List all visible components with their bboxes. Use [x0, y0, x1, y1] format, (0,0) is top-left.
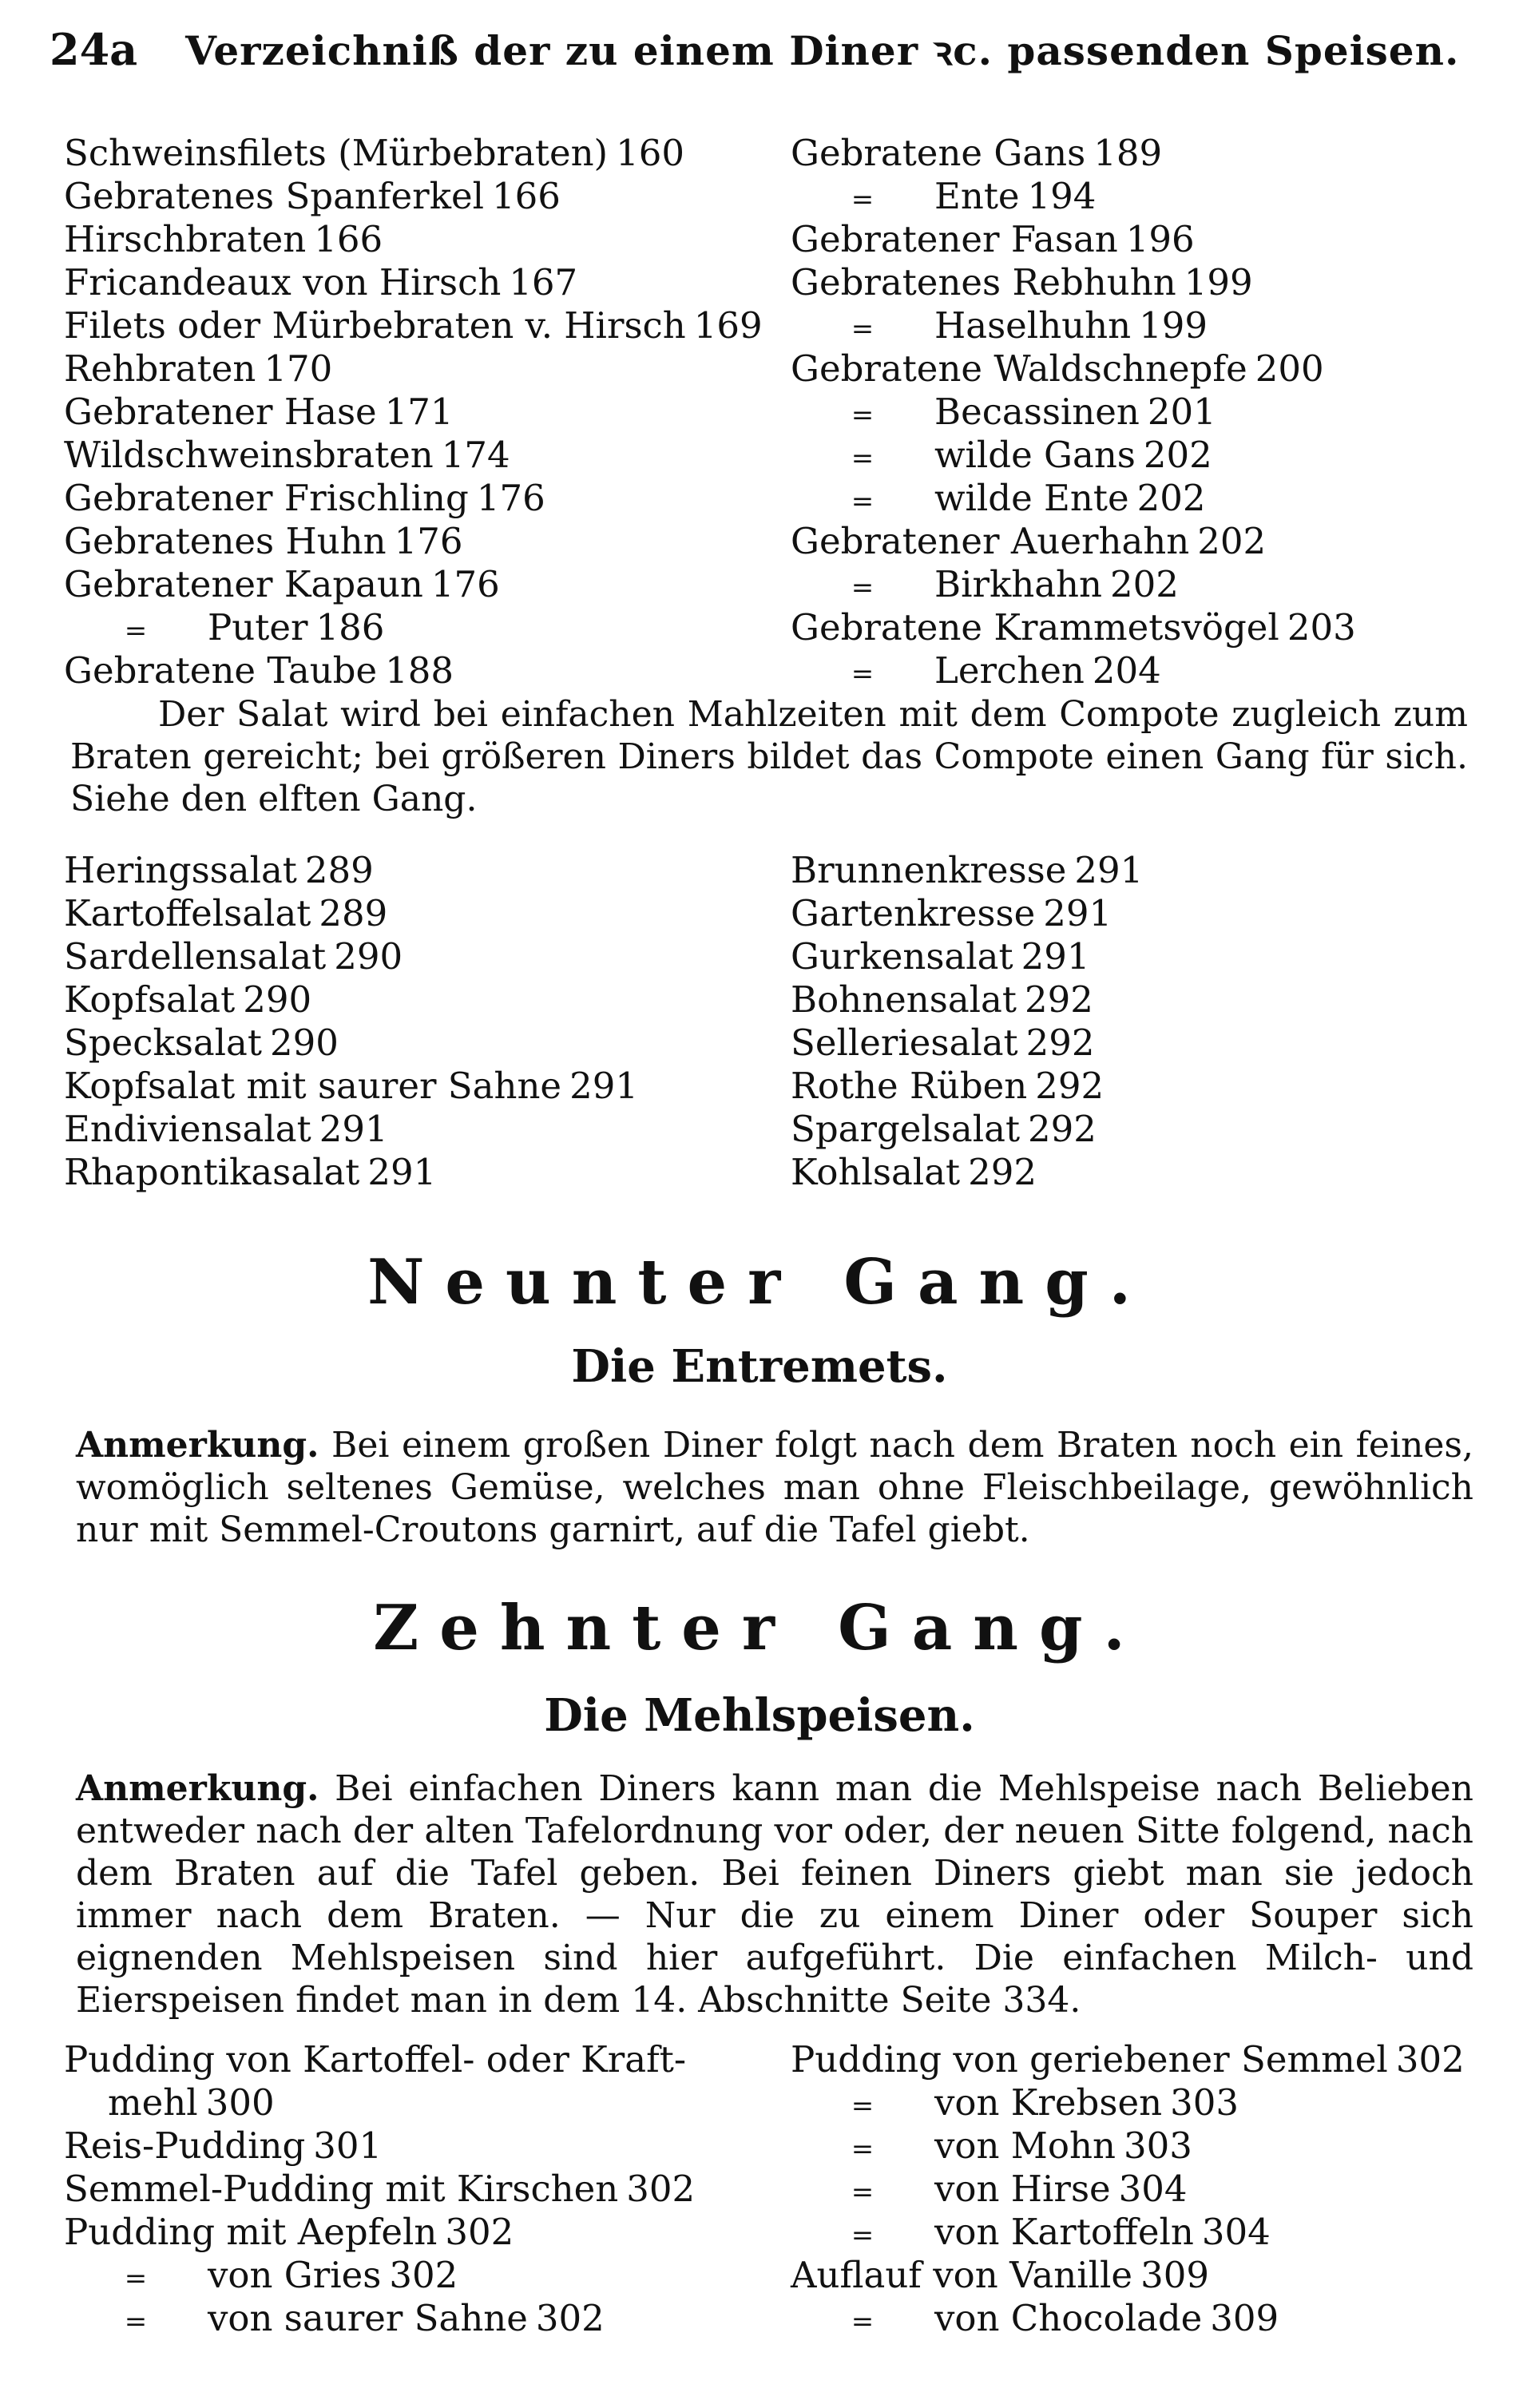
ditto-mark: = [851, 2176, 875, 2208]
item-page-number: 301 [313, 2124, 383, 2167]
item-name: von Chocolade [934, 2297, 1203, 2339]
ditto-mark: = [851, 2133, 875, 2165]
item-name: Bohnensalat [791, 978, 1017, 1021]
item-name: Rothe Rüben [791, 1065, 1028, 1107]
item-page-number: 302 [1395, 2038, 1465, 2081]
item-page-number: 166 [314, 218, 383, 260]
item-page-number: 203 [1287, 606, 1356, 649]
list-item [64, 2211, 791, 2254]
item-page-number: 292 [1025, 1022, 1095, 1064]
item-name: Puter [208, 606, 308, 649]
list-item [791, 2038, 1477, 2081]
braten-right-column [791, 132, 1477, 692]
item-name: Brunnenkresse [791, 849, 1067, 891]
item-name: Pudding von Kartoffel- oder Kraft- [64, 2038, 687, 2081]
item-page-number: 289 [304, 849, 374, 891]
mehlspeisen-left-column [64, 2038, 791, 2340]
item-name: Gebratene Waldschnepfe [791, 347, 1247, 390]
list-item [64, 606, 791, 649]
item-page-number: 196 [1125, 218, 1195, 260]
item-page-number: 167 [509, 261, 578, 303]
entremets-note-text: Bei einem großen Diner folgt nach dem Braten noch ein feines, womöglich seltenes Gemüse, welches man ohne Fleischbeilage, gewöhnlich nur mit Semmel-Croutons garnirt, auf die Tafel giebt. [76, 1425, 1473, 1550]
item-name: wilde Gans [934, 434, 1136, 476]
neunter-gang-heading: Neunter Gang. [367, 1246, 1152, 1319]
item-name: Gebratenes Spanferkel [64, 175, 484, 217]
list-item [64, 391, 791, 434]
list-item [791, 935, 1477, 978]
list-item [791, 175, 1477, 218]
item-page-number: 302 [445, 2211, 514, 2253]
item-name: von Krebsen [934, 2081, 1163, 2124]
list-item [64, 520, 791, 563]
item-name: Gebratenes Huhn [64, 520, 387, 562]
item-name: von Mohn [934, 2124, 1116, 2167]
item-name: Gartenkresse [791, 892, 1036, 934]
ditto-mark: = [851, 658, 875, 690]
salat-list [64, 849, 1477, 1194]
list-item [791, 1108, 1477, 1151]
item-name-continuation: mehl [108, 2081, 198, 2124]
item-name: Kartoffelsalat [64, 892, 311, 934]
zehnter-gang-heading: Zehnter Gang. [373, 1592, 1146, 1664]
ditto-mark: = [851, 486, 875, 518]
item-name: Auflauf von Vanille [791, 2254, 1133, 2296]
item-name: von Hirse [934, 2168, 1111, 2210]
braten-left-column [64, 132, 791, 692]
item-page-number: 303 [1123, 2124, 1192, 2167]
list-item [791, 477, 1477, 520]
list-item [64, 175, 791, 218]
item-page-number: 160 [616, 132, 685, 174]
ditto-mark: = [851, 399, 875, 431]
ditto-mark: = [124, 615, 148, 647]
list-item [64, 218, 791, 261]
item-page-number: 201 [1147, 391, 1216, 433]
item-name: Spargelsalat [791, 1108, 1021, 1150]
item-name: Gurkensalat [791, 935, 1013, 978]
item-name: Gebratener Hase [64, 391, 377, 433]
item-name: Filets oder Mürbebraten v. Hirsch [64, 304, 686, 347]
list-item [791, 892, 1477, 935]
list-item [791, 2124, 1477, 2168]
ditto-mark: = [851, 313, 875, 345]
item-page-number: 204 [1092, 649, 1161, 692]
mehlspeisen-note [76, 1767, 1473, 2021]
item-name: Ente [934, 175, 1020, 217]
ditto-mark: = [851, 572, 875, 604]
item-name: Kohlsalat [791, 1151, 961, 1193]
ditto-mark: = [124, 2306, 148, 2338]
list-item [791, 2081, 1477, 2124]
braten-list [64, 132, 1477, 692]
item-page-number: 289 [319, 892, 388, 934]
item-page-number: 302 [535, 2297, 605, 2339]
item-name: Gebratene Krammetsvögel [791, 606, 1279, 649]
item-page-number: 300 [205, 2081, 275, 2124]
item-page-number: 171 [384, 391, 454, 433]
item-page-number: 199 [1139, 304, 1208, 347]
item-page-number: 202 [1136, 477, 1206, 519]
list-item [791, 2211, 1477, 2254]
list-item [791, 1022, 1477, 1065]
item-page-number: 176 [430, 563, 500, 605]
list-item [791, 1065, 1477, 1108]
item-name: Pudding mit Aepfeln [64, 2211, 438, 2253]
page-number: 24a [50, 24, 138, 75]
mehlspeisen-note-label: Anmerkung. [76, 1768, 319, 1809]
mehlspeisen-list [64, 2038, 1477, 2340]
item-page-number: 291 [1021, 935, 1090, 978]
item-page-number: 176 [394, 520, 463, 562]
salat-right-column [791, 849, 1477, 1194]
ditto-mark: = [851, 2220, 875, 2251]
item-page-number: 292 [1028, 1108, 1097, 1150]
item-name: Gebratenes Rebhuhn [791, 261, 1176, 303]
item-page-number: 290 [334, 935, 403, 978]
item-name: Sardellensalat [64, 935, 327, 978]
item-page-number: 302 [389, 2254, 458, 2296]
item-page-number: 291 [569, 1065, 638, 1107]
mehlspeisen-note-text: Bei einfachen Diners kann man die Mehlspeise nach Belieben entweder nach der alten Tafelordnung vor oder, der neuen Sitte folgend, nach dem Braten auf die Tafel geben. Bei feinen Diners giebt man sie jedoch immer nach dem Braten. — Nur die zu einem Diner oder Souper sich eignenden Mehlspeisen sind hier aufgeführt. Die einfachen Milch- und Eierspeisen findet man in dem 14. Abschnitte Seite 334. [76, 1768, 1473, 2021]
list-item [64, 477, 791, 520]
item-page-number: 188 [385, 649, 454, 692]
item-name: Becassinen [934, 391, 1140, 433]
item-page-number: 302 [626, 2168, 696, 2210]
item-page-number: 200 [1255, 347, 1324, 390]
item-name: von Kartoffeln [934, 2211, 1194, 2253]
item-name: Gebratener Fasan [791, 218, 1118, 260]
item-page-number: 304 [1201, 2211, 1271, 2253]
list-item [791, 391, 1477, 434]
list-item [64, 347, 791, 391]
list-item [791, 261, 1477, 304]
item-page-number: 189 [1093, 132, 1163, 174]
list-item [64, 2254, 791, 2297]
item-name: Endiviensalat [64, 1108, 311, 1150]
item-name: Fricandeaux von Hirsch [64, 261, 502, 303]
item-page-number: 170 [264, 347, 333, 390]
item-name: Specksalat [64, 1022, 262, 1064]
item-page-number: 202 [1110, 563, 1179, 605]
item-name: von saurer Sahne [208, 2297, 528, 2339]
salat-left-column [64, 849, 791, 1194]
item-name: Kopfsalat [64, 978, 236, 1021]
list-item [791, 606, 1477, 649]
item-name: Pudding von geriebener Semmel [791, 2038, 1388, 2081]
item-page-number: 291 [1074, 849, 1144, 891]
ditto-mark: = [851, 2090, 875, 2122]
list-item [64, 2168, 791, 2211]
list-item [64, 935, 791, 978]
item-page-number: 194 [1027, 175, 1097, 217]
list-item [64, 132, 791, 175]
running-header [50, 22, 1471, 86]
item-page-number: 303 [1170, 2081, 1239, 2124]
list-item [791, 1151, 1477, 1194]
mehlspeisen-heading: Die Mehlspeisen. [544, 1689, 975, 1742]
list-item [64, 978, 791, 1022]
list-item [791, 563, 1477, 606]
list-item [64, 1151, 791, 1194]
item-page-number: 292 [1024, 978, 1093, 1021]
mehlspeisen-right-column [791, 2038, 1477, 2340]
entremets-heading: Die Entremets. [571, 1340, 948, 1393]
list-item [64, 1065, 791, 1108]
list-item [64, 849, 791, 892]
ditto-mark: = [124, 2263, 148, 2295]
item-name: Gebratene Gans [791, 132, 1086, 174]
list-item [791, 649, 1477, 692]
list-item [791, 978, 1477, 1022]
item-name: Lerchen [934, 649, 1085, 692]
item-name: Rehbraten [64, 347, 256, 390]
list-item [791, 434, 1477, 477]
list-item [64, 892, 791, 935]
entremets-note-label: Anmerkung. [76, 1425, 319, 1466]
item-page-number: 291 [367, 1151, 437, 1193]
item-name: Schweinsfilets (Mürbebraten) [64, 132, 609, 174]
item-page-number: 176 [476, 477, 545, 519]
list-item [64, 2297, 791, 2340]
item-name: Gebratener Kapaun [64, 563, 423, 605]
list-item [64, 649, 791, 692]
ditto-mark: = [851, 184, 875, 216]
entremets-note [76, 1424, 1473, 1551]
salat-note: Der Salat wird bei einfachen Mahlzeiten mit dem Compote zugleich zum Braten gereicht; bei größeren Diners bildet das Compote einen Gang für sich. Siehe den elften Gang. [70, 694, 1468, 819]
list-item [791, 347, 1477, 391]
item-page-number: 166 [491, 175, 561, 217]
ditto-mark: = [851, 2306, 875, 2338]
item-page-number: 291 [1043, 892, 1112, 934]
item-name: Gebratener Auerhahn [791, 520, 1190, 562]
list-item [791, 849, 1477, 892]
item-name: Gebratene Taube [64, 649, 378, 692]
list-item [64, 434, 791, 477]
item-name: Birkhahn [934, 563, 1103, 605]
item-name: Heringssalat [64, 849, 297, 891]
item-page-number: 199 [1184, 261, 1253, 303]
item-name: Rhapontikasalat [64, 1151, 360, 1193]
item-page-number: 202 [1143, 434, 1212, 476]
item-continuation [64, 2081, 791, 2124]
item-page-number: 202 [1197, 520, 1267, 562]
item-name: Selleriesalat [791, 1022, 1018, 1064]
item-page-number: 291 [319, 1108, 388, 1150]
item-page-number: 290 [243, 978, 312, 1021]
item-name: Haselhuhn [934, 304, 1132, 347]
item-page-number: 174 [441, 434, 510, 476]
item-name: Semmel-Pudding mit Kirschen [64, 2168, 619, 2210]
item-name: Kopfsalat mit saurer Sahne [64, 1065, 562, 1107]
item-name: Wildschweinsbraten [64, 434, 434, 476]
item-page-number: 292 [968, 1151, 1037, 1193]
list-item [791, 132, 1477, 175]
ditto-mark: = [851, 442, 875, 474]
item-name: Gebratener Frischling [64, 477, 469, 519]
list-item [64, 304, 791, 347]
item-page-number: 169 [693, 304, 763, 347]
list-item [64, 563, 791, 606]
list-item [791, 2168, 1477, 2211]
list-item [64, 2038, 791, 2124]
item-page-number: 309 [1210, 2297, 1279, 2339]
item-page-number: 304 [1118, 2168, 1188, 2210]
item-name: Reis-Pudding [64, 2124, 306, 2167]
list-item [791, 520, 1477, 563]
list-item [64, 1108, 791, 1151]
list-item [64, 261, 791, 304]
list-item [791, 218, 1477, 261]
list-item [64, 1022, 791, 1065]
list-item [791, 2254, 1477, 2297]
item-page-number: 292 [1035, 1065, 1105, 1107]
item-page-number: 309 [1140, 2254, 1209, 2296]
item-name: von Gries [208, 2254, 382, 2296]
list-item [791, 2297, 1477, 2340]
item-name: wilde Ente [934, 477, 1129, 519]
list-item [64, 2124, 791, 2168]
list-item [791, 304, 1477, 347]
item-name: Hirschbraten [64, 218, 307, 260]
running-title: Verzeichniß der zu einem Diner ꝛc. passenden Speisen. [185, 27, 1460, 74]
item-page-number: 186 [315, 606, 385, 649]
item-page-number: 290 [269, 1022, 339, 1064]
